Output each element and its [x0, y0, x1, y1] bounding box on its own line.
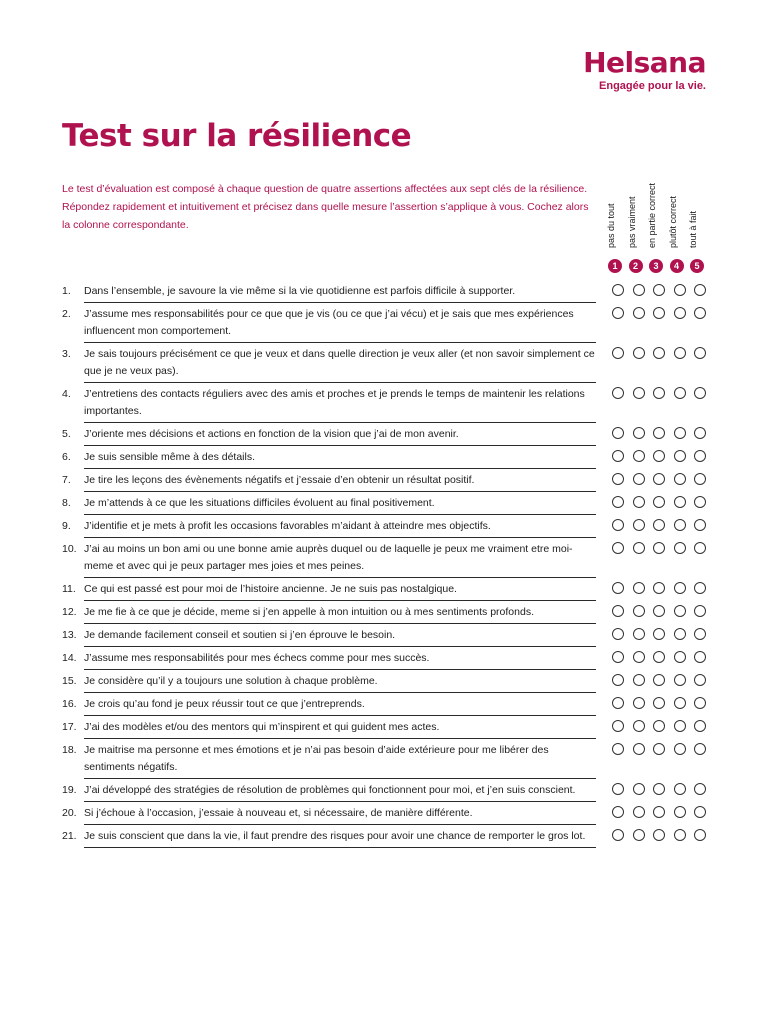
question-number: 16. [62, 698, 77, 710]
answer-options [612, 806, 712, 820]
question-text: Je me fie à ce que je décide, meme si j’en appelle à mon intuition ou à mes sentiments profonds. [84, 601, 596, 624]
question-number: 17. [62, 721, 77, 733]
answer-radio[interactable] [612, 720, 624, 732]
answer-radio[interactable] [674, 674, 686, 686]
answer-radio[interactable] [653, 473, 665, 485]
answer-radio[interactable] [674, 284, 686, 296]
answer-radio[interactable] [694, 829, 706, 841]
question-row [62, 280, 712, 303]
answer-options [612, 473, 712, 487]
answer-radio[interactable] [674, 697, 686, 709]
brand-logo [583, 48, 706, 92]
answer-radio[interactable] [674, 496, 686, 508]
answer-radio[interactable] [674, 427, 686, 439]
question-number: 14. [62, 652, 77, 664]
answer-radio[interactable] [633, 450, 645, 462]
answer-radio[interactable] [653, 743, 665, 755]
question-text: J’oriente mes décisions et actions en fonction de la vision que j’ai de mon avenir. [84, 423, 596, 446]
answer-radio[interactable] [653, 496, 665, 508]
question-number: 3. [62, 348, 71, 360]
answer-radio[interactable] [674, 829, 686, 841]
answer-radio[interactable] [612, 427, 624, 439]
column-number-badge: 3 [649, 259, 663, 273]
column-header [625, 180, 643, 258]
column-header-label: plutôt correct [667, 195, 678, 248]
answer-radio[interactable] [612, 743, 624, 755]
answer-options [612, 496, 712, 510]
question-row [62, 538, 712, 578]
answer-radio[interactable] [653, 674, 665, 686]
question-row [62, 693, 712, 716]
answer-radio[interactable] [694, 582, 706, 594]
answer-options [612, 519, 712, 533]
question-number: 7. [62, 474, 71, 486]
question-text: J’identifie et je mets à profit les occasions favorables m’aidant à atteindre mes objectifs. [84, 515, 596, 538]
question-number: 9. [62, 520, 71, 532]
question-row [62, 492, 712, 515]
answer-radio[interactable] [612, 307, 624, 319]
answer-options [612, 651, 712, 665]
column-number-badge: 2 [629, 259, 643, 273]
answer-radio[interactable] [674, 347, 686, 359]
answer-radio[interactable] [612, 284, 624, 296]
answer-radio[interactable] [612, 806, 624, 818]
answer-radio[interactable] [674, 605, 686, 617]
question-number: 1. [62, 285, 71, 297]
question-text: Je demande facilement conseil et soutien si j’en éprouve le besoin. [84, 624, 596, 647]
column-number-badge: 1 [608, 259, 622, 273]
answer-radio[interactable] [633, 496, 645, 508]
answer-radio[interactable] [674, 519, 686, 531]
answer-options [612, 720, 712, 734]
answer-radio[interactable] [633, 284, 645, 296]
answer-radio[interactable] [653, 307, 665, 319]
question-row [62, 624, 712, 647]
answer-options [612, 674, 712, 688]
answer-radio[interactable] [674, 473, 686, 485]
question-row [62, 469, 712, 492]
answer-radio[interactable] [653, 783, 665, 795]
column-header-label: tout à fait [688, 210, 698, 248]
answer-radio[interactable] [674, 743, 686, 755]
question-row [62, 601, 712, 624]
answer-options [612, 582, 712, 596]
answer-radio[interactable] [653, 542, 665, 554]
question-row [62, 825, 712, 848]
answer-radio[interactable] [633, 387, 645, 399]
question-number: 18. [62, 744, 77, 756]
question-text: Je considère qu’il y a toujours une solution à chaque problème. [84, 670, 596, 693]
answer-radio[interactable] [612, 582, 624, 594]
answer-radio[interactable] [653, 829, 665, 841]
question-text: Je maitrise ma personne et mes émotions et je n’ai pas besoin d’aide extérieure pour me libérer des sentiments négatifs. [84, 739, 596, 779]
question-number: 6. [62, 451, 71, 463]
answer-radio[interactable] [633, 783, 645, 795]
answer-options [612, 605, 712, 619]
answer-radio[interactable] [694, 720, 706, 732]
question-text: Je suis conscient que dans la vie, il faut prendre des risques pour avoir une chance de remporter le gros lot. [84, 825, 596, 848]
answer-radio[interactable] [653, 651, 665, 663]
answer-radio[interactable] [633, 427, 645, 439]
answer-radio[interactable] [612, 674, 624, 686]
question-row [62, 423, 712, 446]
answer-radio[interactable] [653, 628, 665, 640]
column-headers [604, 180, 704, 258]
answer-radio[interactable] [674, 783, 686, 795]
question-number: 11. [62, 583, 76, 595]
intro-text: Le test d’évaluation est composé à chaque question de quatre assertions affectées aux sept clés de la résilience. Répondez rapidement et intuitivement et précisez dans quelle mesure l’assertion s’applique à vous. Cochez alors la colonne correspondante. [62, 183, 589, 231]
answer-options [612, 347, 712, 361]
question-row [62, 779, 712, 802]
answer-radio[interactable] [653, 284, 665, 296]
answer-radio[interactable] [694, 605, 706, 617]
answer-radio[interactable] [694, 743, 706, 755]
answer-radio[interactable] [653, 720, 665, 732]
answer-radio[interactable] [674, 450, 686, 462]
answer-radio[interactable] [694, 519, 706, 531]
answer-radio[interactable] [674, 582, 686, 594]
question-row [62, 739, 712, 779]
question-number: 8. [62, 497, 71, 509]
question-text: Je suis sensible même à des détails. [84, 446, 596, 469]
question-text: J’assume mes responsabilités pour mes échecs comme pour mes succès. [84, 647, 596, 670]
question-row [62, 343, 712, 383]
answer-radio[interactable] [694, 674, 706, 686]
brand-tagline: Engagée pour la vie. [599, 80, 706, 92]
answer-radio[interactable] [612, 496, 624, 508]
answer-radio[interactable] [612, 387, 624, 399]
answer-options [612, 450, 712, 464]
answer-radio[interactable] [694, 542, 706, 554]
answer-radio[interactable] [612, 651, 624, 663]
answer-radio[interactable] [633, 519, 645, 531]
answer-radio[interactable] [674, 542, 686, 554]
answer-radio[interactable] [612, 628, 624, 640]
question-text: Si j’échoue à l’occasion, j’essaie à nouveau et, si nécessaire, de manière différente. [84, 802, 596, 825]
answer-radio[interactable] [694, 307, 706, 319]
answer-radio[interactable] [674, 387, 686, 399]
question-row [62, 515, 712, 538]
column-header [686, 180, 704, 258]
answer-radio[interactable] [653, 450, 665, 462]
column-header [604, 180, 622, 258]
answer-radio[interactable] [674, 628, 686, 640]
column-header-label: en partie correct [647, 182, 657, 248]
answer-radio[interactable] [612, 519, 624, 531]
answer-options [612, 284, 712, 298]
answer-radio[interactable] [653, 347, 665, 359]
answer-radio[interactable] [694, 783, 706, 795]
question-text: J’assume mes responsabilités pour ce que que je vis (ou ce que j’ai vécu) et je sais que mes expériences influencent mon comportement. [84, 303, 596, 343]
column-header [666, 180, 684, 258]
question-row [62, 647, 712, 670]
question-number: 15. [62, 675, 77, 687]
answer-options [612, 628, 712, 642]
answer-radio[interactable] [633, 605, 645, 617]
answer-radio[interactable] [633, 674, 645, 686]
answer-radio[interactable] [633, 829, 645, 841]
question-number: 21. [62, 830, 77, 842]
column-number-badge: 5 [690, 259, 704, 273]
answer-radio[interactable] [633, 582, 645, 594]
answer-radio[interactable] [674, 720, 686, 732]
answer-radio[interactable] [694, 697, 706, 709]
answer-radio[interactable] [694, 806, 706, 818]
question-text: Je m’attends à ce que les situations difficiles évoluent au final positivement. [84, 492, 596, 515]
question-text: Dans l’ensemble, je savoure la vie même si la vie quotidienne est parfois difficile à supporter. [84, 280, 596, 303]
question-number: 4. [62, 388, 71, 400]
column-header-label: pas vraiment [626, 196, 637, 248]
answer-radio[interactable] [674, 651, 686, 663]
question-row [62, 303, 712, 343]
question-text: J’ai développé des stratégies de résolution de problèmes qui fonctionnent pour moi, et j’en suis conscient. [84, 779, 596, 802]
answer-radio[interactable] [653, 519, 665, 531]
answer-radio[interactable] [694, 427, 706, 439]
question-text: J’ai des modèles et/ou des mentors qui m’inspirent et qui guident mes actes. [84, 716, 596, 739]
question-number: 2. [62, 308, 71, 320]
questionnaire-list [62, 280, 712, 848]
answer-options [612, 387, 712, 401]
answer-radio[interactable] [612, 542, 624, 554]
question-text: J’entretiens des contacts réguliers avec des amis et proches et je prends le temps de maintenir les relations importantes. [84, 383, 596, 423]
question-row [62, 446, 712, 469]
column-header [645, 180, 663, 258]
answer-radio[interactable] [633, 307, 645, 319]
answer-radio[interactable] [694, 628, 706, 640]
answer-radio[interactable] [694, 347, 706, 359]
answer-radio[interactable] [653, 806, 665, 818]
answer-radio[interactable] [653, 605, 665, 617]
answer-options [612, 307, 712, 321]
answer-radio[interactable] [633, 542, 645, 554]
column-header-label: pas du tout [606, 203, 616, 248]
answer-options [612, 829, 712, 843]
question-text: Ce qui est passé est pour moi de l’histoire ancienne. Je ne suis pas nostalgique. [84, 578, 596, 601]
column-number-badges [608, 259, 708, 273]
answer-radio[interactable] [612, 697, 624, 709]
answer-radio[interactable] [612, 473, 624, 485]
answer-radio[interactable] [694, 284, 706, 296]
question-number: 13. [62, 629, 77, 641]
answer-radio[interactable] [612, 829, 624, 841]
answer-radio[interactable] [633, 720, 645, 732]
answer-radio[interactable] [633, 651, 645, 663]
answer-radio[interactable] [653, 387, 665, 399]
answer-radio[interactable] [612, 605, 624, 617]
question-text: Je sais toujours précisément ce que je veux et dans quelle direction je veux aller (et non savoir simplement ce que je ne veux pas). [84, 343, 596, 383]
question-number: 5. [62, 428, 71, 440]
answer-options [612, 743, 712, 757]
answer-radio[interactable] [694, 496, 706, 508]
answer-radio[interactable] [612, 347, 624, 359]
answer-options [612, 542, 712, 556]
question-number: 12. [62, 606, 77, 618]
question-number: 19. [62, 784, 77, 796]
answer-radio[interactable] [694, 473, 706, 485]
answer-options [612, 783, 712, 797]
answer-radio[interactable] [633, 628, 645, 640]
answer-radio[interactable] [612, 450, 624, 462]
answer-radio[interactable] [653, 582, 665, 594]
answer-radio[interactable] [633, 743, 645, 755]
answer-radio[interactable] [633, 806, 645, 818]
question-number: 10. [62, 543, 77, 555]
question-text: J’ai au moins un bon ami ou une bonne amie auprès duquel ou de laquelle je peux me vraiment etre moi-meme et avec qui je peux partager mes joies et mes peines. [84, 538, 596, 578]
column-number-badge: 4 [670, 259, 684, 273]
answer-radio[interactable] [694, 450, 706, 462]
answer-radio[interactable] [633, 697, 645, 709]
answer-radio[interactable] [694, 387, 706, 399]
answer-radio[interactable] [653, 427, 665, 439]
question-row [62, 670, 712, 693]
question-row [62, 716, 712, 739]
question-row [62, 383, 712, 423]
answer-radio[interactable] [612, 783, 624, 795]
question-number: 20. [62, 807, 77, 819]
brand-name: Helsana [583, 46, 706, 79]
answer-radio[interactable] [653, 697, 665, 709]
answer-radio[interactable] [694, 651, 706, 663]
question-text: Je tire les leçons des évènements négatifs et j’essaie d’en obtenir un résultat positif. [84, 469, 596, 492]
question-row [62, 802, 712, 825]
answer-options [612, 697, 712, 711]
answer-radio[interactable] [633, 347, 645, 359]
answer-radio[interactable] [633, 473, 645, 485]
answer-options [612, 427, 712, 441]
page-title: Test sur la résilience [62, 118, 412, 154]
answer-radio[interactable] [674, 307, 686, 319]
answer-radio[interactable] [674, 806, 686, 818]
question-row [62, 578, 712, 601]
question-text: Je crois qu’au fond je peux réussir tout ce que j’entreprends. [84, 693, 596, 716]
